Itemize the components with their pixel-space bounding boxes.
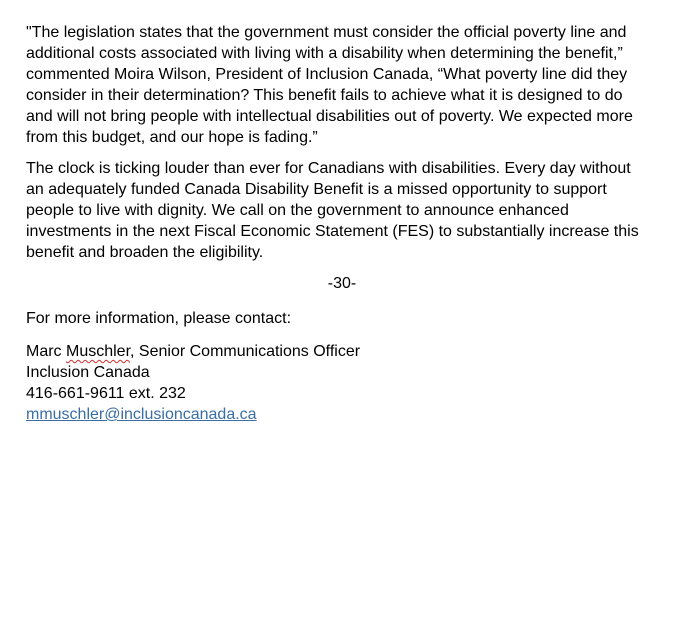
contact-last-name: Muschler bbox=[66, 343, 131, 360]
contact-heading: For more information, please contact: bbox=[26, 310, 292, 327]
paragraph-line: benefit and broaden the eligibility. bbox=[26, 244, 264, 261]
paragraph-line: investments in the next Fiscal Economic Statement (FES) to substantially increase this bbox=[26, 223, 639, 240]
paragraph-line: from this budget, and our hope is fading.” bbox=[26, 129, 318, 146]
call-to-action-paragraph bbox=[26, 158, 666, 263]
document-page bbox=[26, 22, 666, 425]
contact-phone: 416-661-9611 ext. 232 bbox=[26, 385, 186, 402]
contact-title: , Senior Communications Officer bbox=[130, 343, 361, 360]
paragraph-line: consider in their determination? This benefit fails to achieve what it is designed to do bbox=[26, 87, 623, 104]
paragraph-line: additional costs associated with living with a disability when determining the benefit,” bbox=[26, 45, 623, 62]
contact-organization: Inclusion Canada bbox=[26, 364, 150, 381]
contact-first-name: Marc bbox=[26, 343, 66, 360]
paragraph-line: commented Moira Wilson, President of Inclusion Canada, “What poverty line did they bbox=[26, 66, 628, 83]
contact-name-line bbox=[26, 341, 666, 362]
contact-block bbox=[26, 341, 666, 425]
paragraph-line: people to live with dignity. We call on the government to announce enhanced bbox=[26, 202, 569, 219]
quote-paragraph bbox=[26, 22, 666, 148]
contact-email-link[interactable]: mmuschler@inclusioncanada.ca bbox=[26, 406, 257, 423]
paragraph-line: The clock is ticking louder than ever for Canadians with disabilities. Every day without bbox=[26, 160, 631, 177]
paragraph-line: and will not bring people with intellectual disabilities out of poverty. We expected more bbox=[26, 108, 633, 125]
paragraph-line: "The legislation states that the government must consider the official poverty line and bbox=[26, 24, 627, 41]
contact-email-line bbox=[26, 404, 666, 425]
end-marker: -30- bbox=[327, 275, 357, 292]
paragraph-line: an adequately funded Canada Disability Benefit is a missed opportunity to support bbox=[26, 181, 607, 198]
